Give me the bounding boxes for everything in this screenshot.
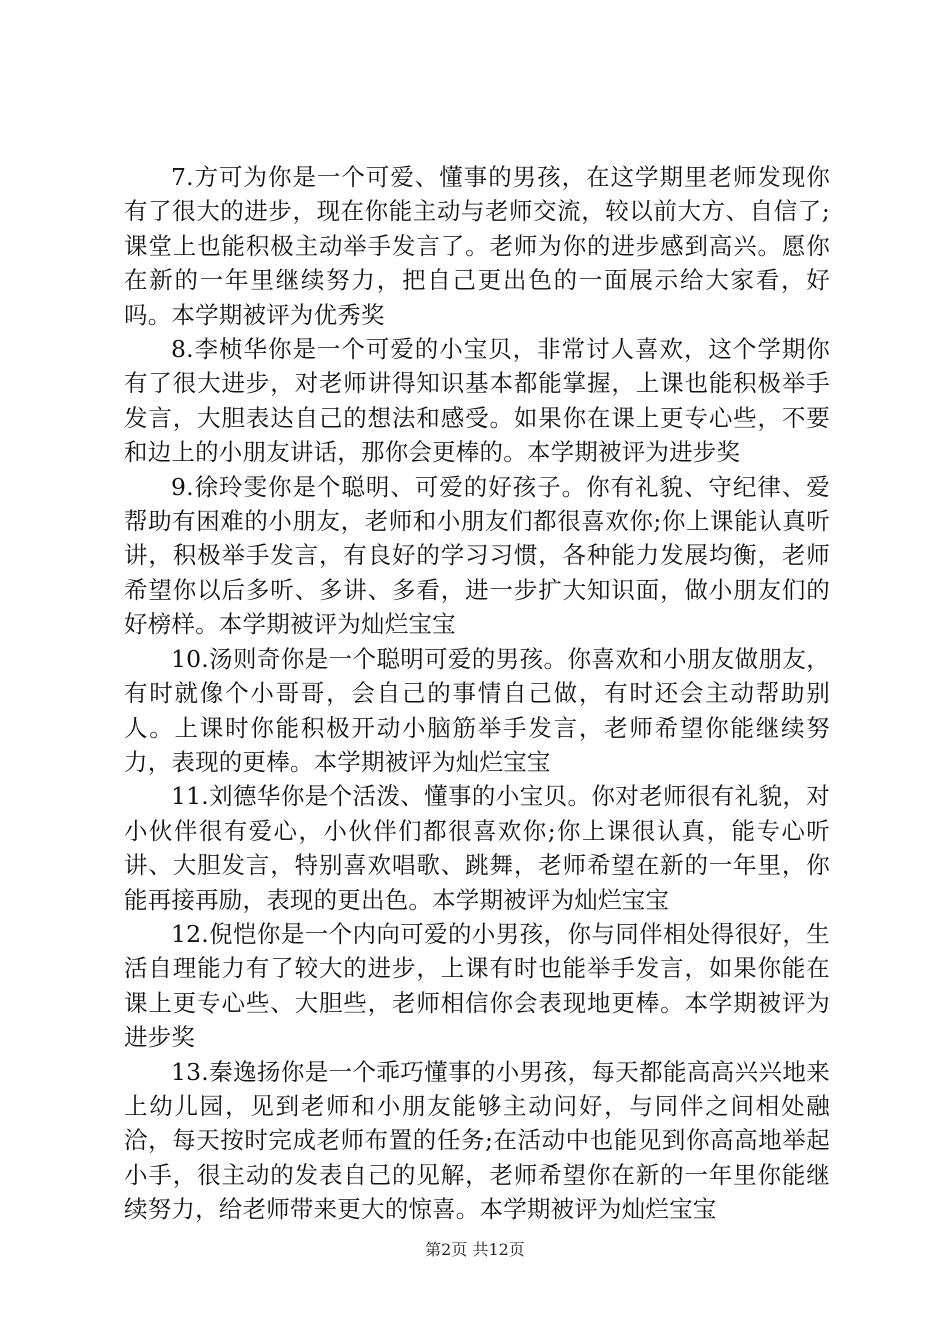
paragraph-7: 7.方可为你是一个可爱、懂事的男孩，在这学期里老师发现你有了很大的进步，现在你能主动与老师交流，较以前大方、自信了;课堂上也能积极主动举手发言了。老师为你的进步感到高兴。愿你在新的一年里继续努力，把自己更出色的一面展示给大家看，好吗。本学期被评为优秀奖 xyxy=(124,163,830,329)
paragraph-12: 12.倪恺你是一个内向可爱的小男孩，你与同伴相处得很好，生活自理能力有了较大的进步，上课有时也能举手发言，如果你能在课上更专心些、大胆些，老师相信你会表现地更棒。本学期被评为进步奖 xyxy=(124,919,830,1052)
document-body xyxy=(124,160,830,1227)
paragraph-11: 11.刘德华你是个活泼、懂事的小宝贝。你对老师很有礼貌，对小伙伴很有爱心，小伙伴们都很喜欢你;你上课很认真，能专心听讲、大胆发言，特别喜欢唱歌、跳舞，老师希望在新的一年里，你能再接再励，表现的更出色。本学期被评为灿烂宝宝 xyxy=(124,782,830,914)
paragraph-9: 9.徐玲雯你是个聪明、可爱的好孩子。你有礼貌、守纪律、爱帮助有困难的小朋友，老师和小朋友们都很喜欢你;你上课能认真听讲，积极举手发言，有良好的学习习惯，各种能力发展均衡，老师希望你以后多听、多讲、多看，进一步扩大知识面，做小朋友们的好榜样。本学期被评为灿烂宝宝 xyxy=(124,472,830,639)
page-footer xyxy=(0,1240,950,1260)
paragraph-10: 10.汤则奇你是一个聪明可爱的男孩。你喜欢和小朋友做朋友，有时就像个小哥哥，会自己的事情自己做，有时还会主动帮助别人。上课时你能积极开动小脑筋举手发言，老师希望你能继续努力，表现的更棒。本学期被评为灿烂宝宝 xyxy=(124,644,830,776)
page-number-label: 第2页 共12页 xyxy=(425,1240,525,1259)
paragraph-13: 13.秦逸扬你是一个乖巧懂事的小男孩，每天都能高高兴兴地来上幼儿园，见到老师和小朋友能够主动问好，与同伴之间相处融洽，每天按时完成老师布置的任务;在活动中也能见到你高高地举起小手，很主动的发表自己的见解，老师希望你在新的一年里你能继续努力，给老师带来更大的惊喜。本学期被评为灿烂宝宝 xyxy=(124,1057,830,1224)
paragraph-8: 8.李桢华你是一个可爱的小宝贝，非常讨人喜欢，这个学期你有了很大进步，对老师讲得知识基本都能掌握，上课也能积极举手发言，大胆表达自己的想法和感受。如果你在课上更专心些，不要和边上的小朋友讲话，那你会更棒的。本学期被评为进步奖 xyxy=(124,335,830,467)
